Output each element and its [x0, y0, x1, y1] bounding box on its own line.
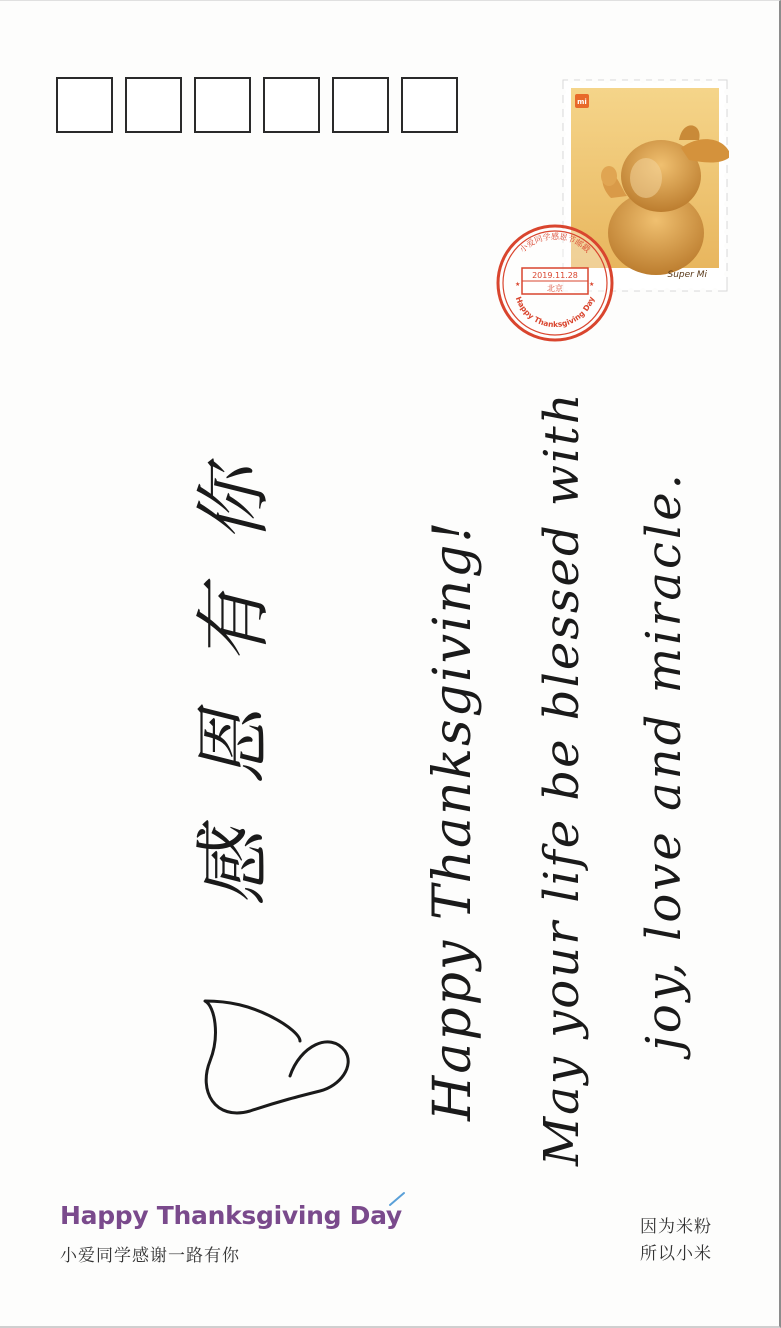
chinese-message: 感恩有你 [189, 422, 278, 906]
star-icon: ★ [589, 281, 595, 288]
footer-slogan-line-2: 所以小米 [640, 1244, 712, 1264]
footer-title: Happy Thanksgiving Day [60, 1201, 402, 1230]
english-handwriting-line-1 [423, 520, 483, 1122]
svg-text:mi: mi [577, 98, 587, 106]
pen-mark-icon [388, 1189, 408, 1209]
handwritten-wish-line-1: May your life be blessed with [534, 391, 590, 1166]
heart-doodle-icon [205, 1001, 348, 1113]
footer-slogan [640, 1214, 712, 1268]
star-icon: ★ [515, 281, 521, 288]
postmark-top-text: 小爱同学感恩节邮戳 [518, 232, 592, 255]
english-handwriting-line-3 [636, 471, 692, 1060]
chinese-handwriting-line [189, 422, 278, 906]
handwritten-message [0, 1, 781, 1328]
postmark-bottom-text: Happy Thanksgiving Day [513, 295, 597, 330]
english-handwriting-line-2 [534, 391, 590, 1167]
postmark-date: 2019.11.28 [532, 271, 578, 280]
footer-subtitle: 小爱同学感谢一路有你 [60, 1246, 240, 1266]
handwritten-greeting: Happy Thanksgiving! [423, 519, 483, 1121]
postmark-place: 北京 [547, 284, 563, 293]
stamp-caption: Super Mi [667, 270, 707, 280]
footer-slogan-line-1: 因为米粉 [640, 1217, 712, 1237]
handwritten-wish-line-2: joy, love and miracle. [636, 471, 692, 1051]
